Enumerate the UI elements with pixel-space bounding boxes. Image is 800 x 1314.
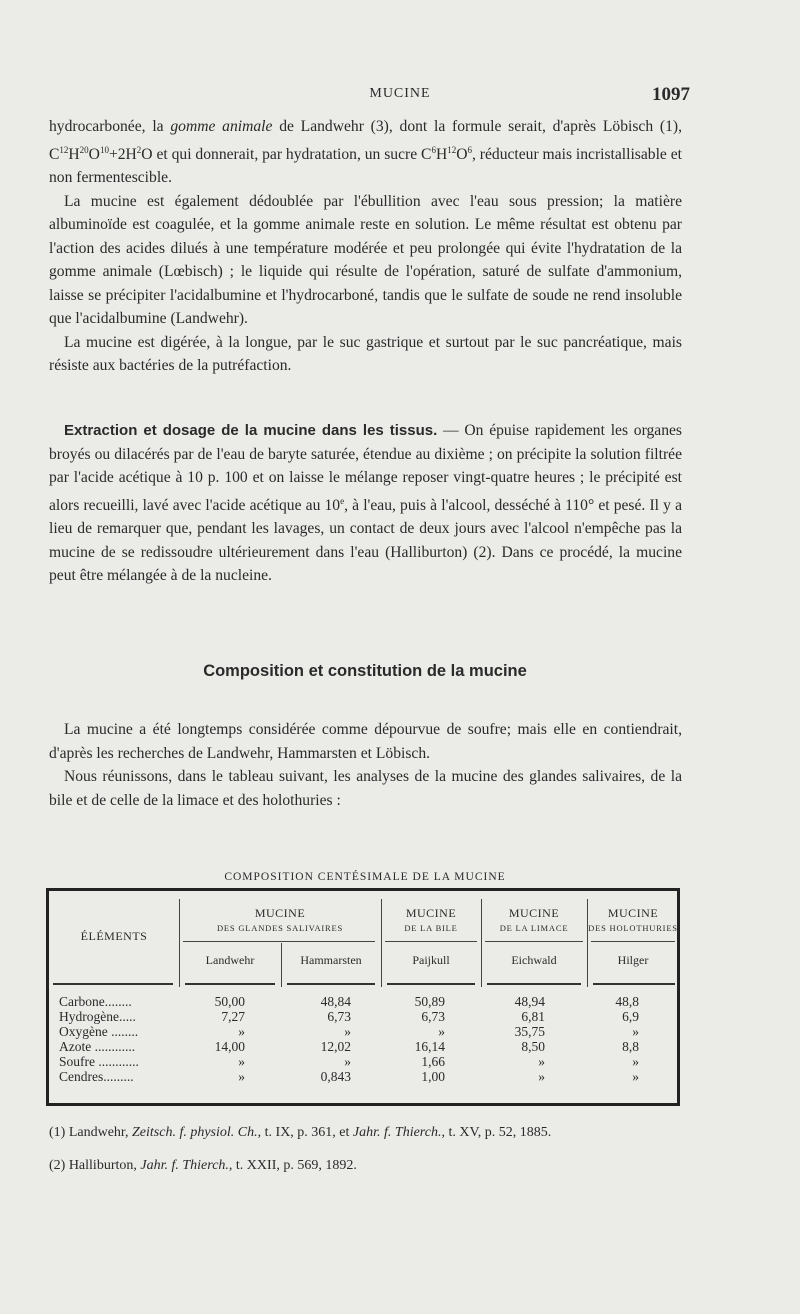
author-header: Landwehr [205,953,255,967]
intro-section [49,115,682,378]
table-cell: » [344,1054,351,1069]
header-rule [593,983,675,985]
group-subtitle: DES HOLOTHURIES [588,923,678,933]
footnote-1: (1) Landwehr, Zeitsch. f. physiol. Ch., t. IX, p. 361, et Jahr. f. Thierch., t. XV, p. 52, 1885. [49,1125,552,1140]
table-cell: 35,75 [514,1024,545,1039]
table-cell: » [238,1069,245,1084]
author-header: Eichwald [511,953,557,967]
table-cell: 8,50 [521,1039,545,1054]
value-column-eichwald [481,994,545,1084]
table-row-label: Hydrogène..... [59,1009,136,1024]
table-cell: » [538,1054,545,1069]
paragraph-digestion: La mucine est digérée, à la longue, par le suc gastrique et surtout par le suc pancréatique, mais résiste aux bactéries de la putréfaction. [49,333,682,375]
extraction-section [49,419,682,588]
table-row-label: Oxygène ........ [59,1024,139,1039]
page-number: 1097 [652,84,690,105]
table-cell: 50,89 [414,994,445,1009]
extraction-heading: Extraction et dosage de la mucine dans les tissus. [64,422,438,439]
element-labels [59,994,179,1084]
table-cell: » [538,1069,545,1084]
group-title: MUCINE [607,906,659,920]
table-row-label: Soufre ............ [59,1054,139,1069]
group-rule [183,941,375,942]
paragraph-soufre: La mucine a été longtemps considérée comme dépourvue de soufre; mais elle en contiendrait, d'après les recherches de Landwehr, Hammarsten et Löbisch. [49,721,682,762]
table-cell: » [344,1024,351,1039]
table-cell: 16,14 [414,1039,445,1054]
table-cell: » [238,1054,245,1069]
group-title: MUCINE [405,906,457,920]
table-cell: 48,8 [615,994,639,1009]
group-title: MUCINE [254,906,306,920]
table-cell: 6,73 [327,1009,351,1024]
value-column-hammarsten [281,994,351,1084]
table-row-label: Azote ............ [59,1039,136,1054]
table-cell: 6,73 [421,1009,445,1024]
group-subtitle: DE LA BILE [404,923,458,933]
table-cell: » [238,1024,245,1039]
table-cell: » [438,1024,445,1039]
group-title: MUCINE [508,906,560,920]
table-row-label: Cendres......... [59,1069,134,1084]
table-cell: 7,27 [221,1009,245,1024]
author-header: Paijkull [412,953,450,967]
table-cell: 50,00 [214,994,245,1009]
header-rule [53,983,173,985]
table-cell: » [632,1054,639,1069]
value-column-hilger [587,994,639,1084]
paragraph-extraction: Extraction et dosage de la mucine dans les tissus. — On épuise rapidement les organes broyés ou dilacérés par de l'eau de baryte saturée, étendue au dixième ; on précipite la solution filtrée par l'acide acétique à 10 p. 100 et on laisse le mélange reposer vingt-quatre heures ; le précipité est alors recueilli, lavé avec l'acide acétique au 10e, à l'eau, puis à l'alcool, desséché à 110° et pesé. Il y a lieu de remarquer que, pendant les lavages, un contact de deux jours avec l'alcool n'empêche pas la mucine de se redissoudre ultérieurement dans l'eau (Halliburton) (2). Dans ce procédé, la mucine peut être mélangée à de la nucleine. [49,422,682,585]
table-cell: 48,84 [320,994,351,1009]
group-subtitle: DES GLANDES SALIVAIRES [216,923,344,933]
group-subtitle: DE LA LIMACE [499,923,569,933]
table-cell: 8,8 [622,1039,639,1054]
paragraph-dedoublement: La mucine est également dédoublée par l'ébullition avec l'eau sous pression; la matière albuminoïde est coagulée, et la gomme animale reste en solution. Le même résultat est obtenu par l'action des acides dilués à une température modérée et peu prolongée qui évite l'hydratation de la gomme animale (Lœbisch) ; le liquide qui résulte de l'opération, saturé de sulfate d'ammonium, laisse se précipiter l'acidalbumine et l'hydrocarboné, tandis que le sulfate de soude ne rend insoluble que l'acidalbumine (Landwehr). [49,192,682,328]
table-cell: 1,66 [421,1054,445,1069]
table-cell: 48,94 [514,994,545,1009]
table-cell: 12,02 [320,1039,351,1054]
table-cell: 0,843 [320,1069,351,1084]
elements-header: ÉLÉMENTS [80,929,148,943]
header-rule [487,983,581,985]
author-header: Hammarsten [300,953,362,967]
header-rule [387,983,475,985]
section-title: Composition et constitution de la mucine [203,662,527,680]
value-column-paijkull [381,994,445,1084]
running-title: MUCINE [369,86,431,101]
table-row-label: Carbone........ [59,994,132,1009]
table-caption: COMPOSITION CENTÉSIMALE DE LA MUCINE [224,871,506,883]
paragraph-tableau-intro: Nous réunissons, dans le tableau suivant, les analyses de la mucine des glandes salivaires, de la bile et de celle de la limace et des holothuries : [49,768,682,809]
value-column-landwehr [179,994,245,1084]
footnote-2: (2) Halliburton, Jahr. f. Thierch., t. XXII, p. 569, 1892. [49,1158,357,1173]
header-rule [185,983,275,985]
table-cell: 14,00 [214,1039,245,1054]
header-rule [287,983,375,985]
table-cell: » [632,1069,639,1084]
table-cell: 1,00 [421,1069,445,1084]
author-header: Hilger [617,953,649,967]
composition-section [49,718,682,812]
table-cell: 6,9 [622,1009,639,1024]
table-cell: 6,81 [521,1009,545,1024]
group-rule [385,941,477,942]
composition-table [46,888,680,1106]
group-rule [591,941,675,942]
group-rule [485,941,583,942]
table-cell: » [632,1024,639,1039]
paragraph-hydrocarbon: hydrocarbonée, la gomme animale de Landwehr (3), dont la formule serait, d'après Löbisch (1), $C^{12}H^{20}O^{10}+2H^2O$ et qui donnerait, par hydratation, un sucre $C^6H^{12}O^6$, réducteur mais incristallisable et non fermentescible. [49,118,682,187]
